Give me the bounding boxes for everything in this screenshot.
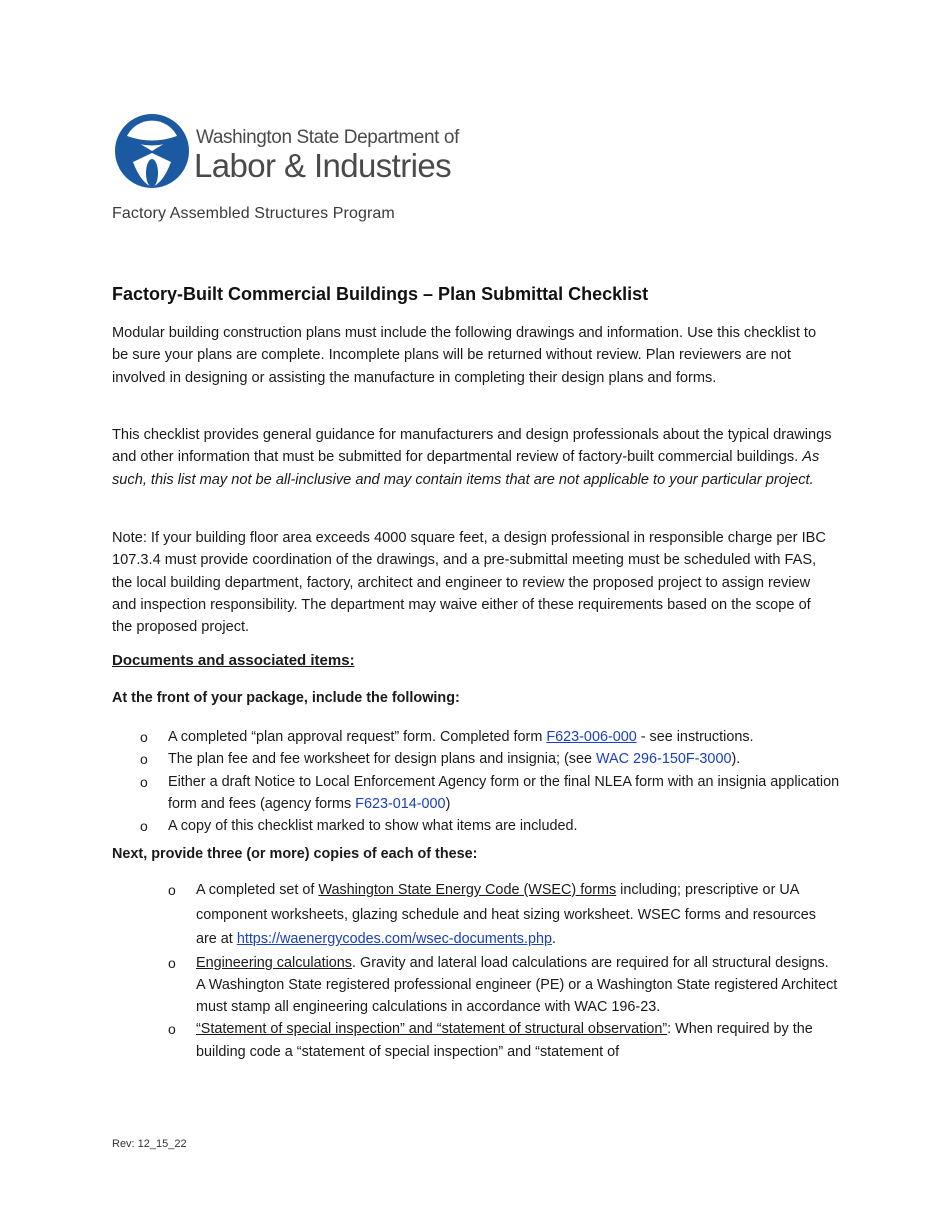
note-paragraph [112, 527, 832, 638]
intro-paragraph-2 [112, 424, 832, 491]
wsec-documents-link[interactable]: https://waenergycodes.com/wsec-documents.php [236, 931, 552, 947]
list-item-text-after: ) [445, 795, 451, 812]
list-item [140, 748, 840, 770]
logo-agency-name: Labor & Industries [194, 147, 452, 184]
list-item-text-after: . [551, 931, 556, 947]
list-item-text-mid: including; prescriptive or UA component worksheets, glazing schedule and heat sizing worksheet. WSEC forms and resources are at [196, 882, 816, 947]
list-item-text: The plan fee and fee worksheet for design plans and insignia; (see [168, 751, 596, 768]
engineering-calculations-label: Engineering calculations [196, 954, 352, 971]
list-item [168, 952, 838, 1019]
list-item [140, 815, 840, 837]
logo-department-text: Washington State Department of [196, 127, 459, 148]
intro-paragraph-2-italic: As such, this list may not be all-inclusive and may contain items that are not applicable to your particular project. [112, 449, 820, 488]
bullet-icon: o [140, 773, 148, 790]
intro-paragraph-1-text: Modular building construction plans must include the following drawings and information. Use this checklist to be sure your plans are complete. Incomplete plans will be returned without review. Plan reviewers are not involved in designing or assisting the manufacture in completing their design plans and forms. [112, 325, 817, 386]
bullet-icon: o [140, 818, 148, 835]
page-title: Factory-Built Commercial Buildings – Plan Submittal Checklist [112, 284, 649, 304]
bullet-icon: o [140, 751, 148, 768]
documents-heading: Documents and associated items: [112, 652, 355, 669]
bullet-icon: o [168, 954, 176, 971]
intro-paragraph-1 [112, 322, 832, 389]
list-item-text: A completed set of [196, 882, 319, 898]
agency-logo [113, 113, 459, 189]
front-package-list [140, 726, 840, 837]
wac-link[interactable]: WAC 296-150F-3000 [596, 751, 732, 768]
logo-mark-icon [113, 113, 193, 189]
copies-heading: Next, provide three (or more) copies of each of these: [112, 846, 478, 862]
list-item-text-mid: . Gravity and lateral load calculations are required for all structural designs. A Washington State registered professional engineer (PE) or a Washington State registered Architect must stamp all engineering calculations in accordance with WAC 196-23. [196, 954, 838, 1016]
list-item [140, 726, 840, 748]
list-item-text-after: ). [731, 751, 741, 768]
list-item-text-mid: : When required by the building code a “statement of special inspection” and “statement of [196, 1021, 813, 1060]
revision-date: Rev: 12_15_22 [112, 1138, 187, 1150]
wsec-forms-label: Washington State Energy Code (WSEC) forms [318, 882, 617, 898]
note-paragraph-text: Note: If your building floor area exceeds 4000 square feet, a design professional in responsible charge per IBC 107.3.4 must provide coordination of the drawings, and a pre-submittal meeting must be scheduled with FAS, the local building department, factory, architect and engineer to review the proposed project to assign review and inspection responsibility. The department may waive either of these requirements based on the scope of the proposed project. [112, 530, 826, 636]
list-item-text-after: - see instructions. [636, 729, 754, 745]
list-item [168, 1018, 838, 1063]
list-item-text: A completed “plan approval request” form. Completed form [168, 729, 547, 745]
list-item [140, 771, 840, 816]
list-item-text: A copy of this checklist marked to show what items are included. [168, 818, 578, 835]
form-link-f623-014-000[interactable]: F623-014-000 [355, 795, 446, 812]
special-inspection-label: “Statement of special inspection” and “statement of structural observation” [196, 1021, 668, 1038]
bullet-icon: o [168, 882, 176, 898]
front-package-heading: At the front of your package, include the following: [112, 690, 460, 706]
list-item [168, 878, 838, 952]
intro-paragraph-2-text: This checklist provides general guidance for manufacturers and design professionals about the typical drawings and other information that must be submitted for departmental review of factory-built commercial buildings. [112, 427, 832, 466]
program-name: Factory Assembled Structures Program [112, 205, 395, 222]
bullet-icon: o [140, 729, 148, 745]
form-link-f623-006-000[interactable]: F623-006-000 [546, 729, 637, 745]
copies-list [168, 878, 838, 1063]
list-item-text: Either a draft Notice to Local Enforcement Agency form or the final NLEA form with an insignia application form and fees (agency forms [168, 773, 840, 812]
bullet-icon: o [168, 1021, 176, 1038]
